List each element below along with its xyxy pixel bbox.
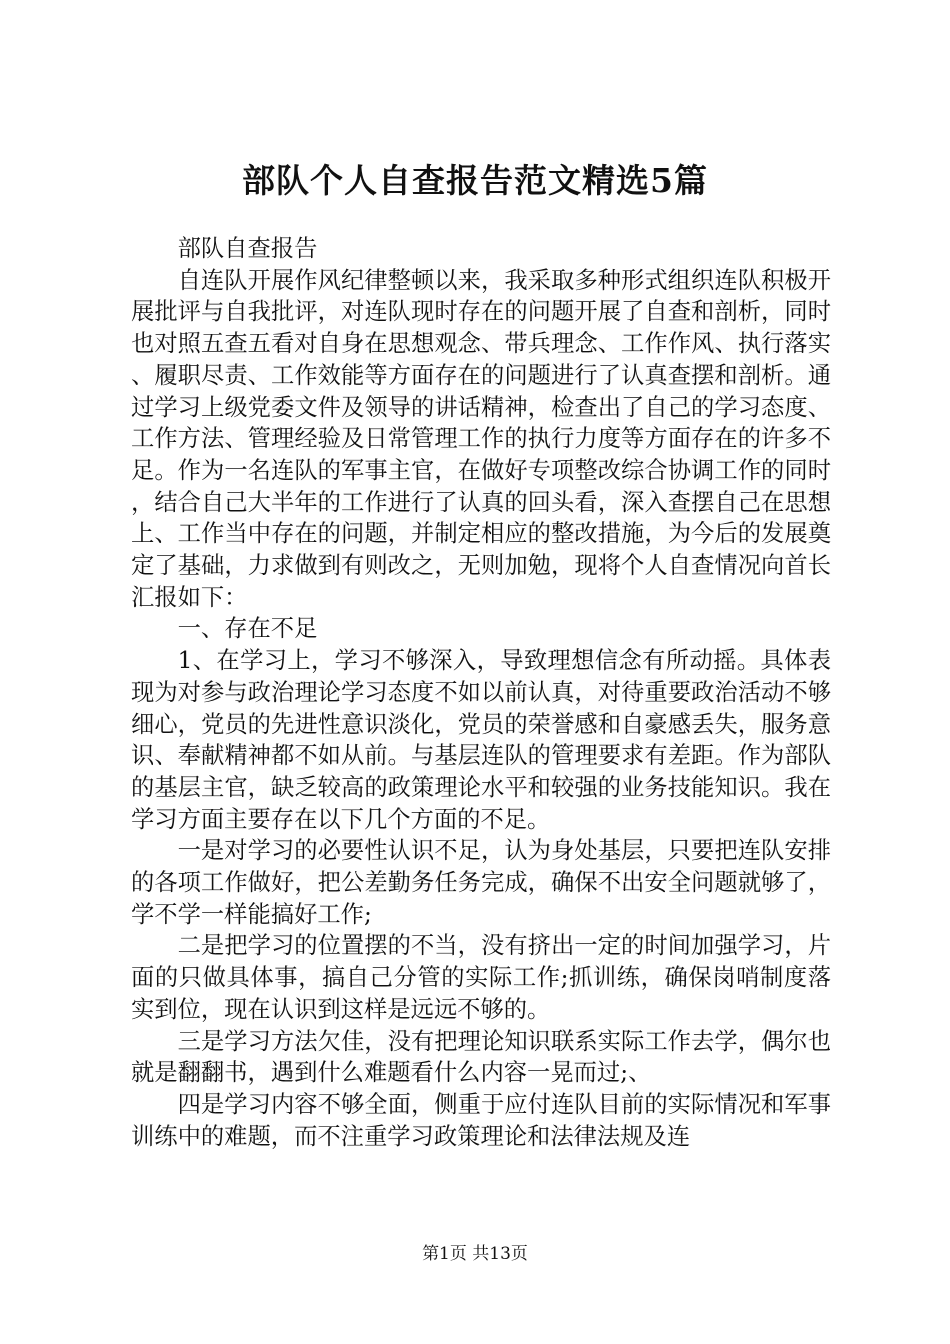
intro-paragraph: 自连队开展作风纪律整顿以来，我采取多种形式组织连队积极开展批评与自我批评，对连队现时存在的问题开展了自查和剖析，同时也对照五查五看对自身在思想观念、带兵理念、工作作风、执行落实、履职尽责、工作效能等方面存在的问题进行了认真查摆和剖析。通过学习上级党委文件及领导的讲话精神，检查出了自己的学习态度、工作方法、管理经验及日常管理工作的执行力度等方面存在的许多不足。作为一名连队的军事主官，在做好专项整改综合协调工作的同时，结合自己大半年的工作进行了认真的回头看，深入查摆自己在思想上、工作当中存在的问题，并制定相应的整改措施，为今后的发展奠定了基础，力求做到有则改之，无则加勉，现将个人自查情况向首长汇报如下： [131,266,831,611]
paragraph-point-3: 三是学习方法欠佳，没有把理论知识联系实际工作去学，偶尔也就是翻翻书，遇到什么难题看什么内容一晃而过;、 [131,1027,831,1087]
document-title: 部队个人自查报告范文精选5篇 [242,161,708,200]
paragraph-item-1: 1、在学习上，学习不够深入，导致理想信念有所动摇。具体表现为对参与政治理论学习态度不如以前认真，对待重要政治活动不够细心，党员的先进性意识淡化，党员的荣誉感和自豪感丢失，服务意识、奉献精神都不如从前。与基层连队的管理要求有差距。作为部队的基层主官，缺乏较高的政策理论水平和较强的业务技能知识。我在学习方面主要存在以下几个方面的不足。 [131,647,831,833]
page-number-footer: 第1页 共13页 [422,1244,528,1264]
paragraph-point-2: 二是把学习的位置摆的不当，没有挤出一定的时间加强学习，片面的只做具体事，搞自己分管的实际工作;抓训练，确保岗哨制度落实到位，现在认识到这样是远远不够的。 [131,932,831,1023]
subsection-heading: 一、存在不足 [177,615,318,643]
paragraph-point-4: 四是学习内容不够全面，侧重于应付连队目前的实际情况和军事训练中的难题，而不注重学习政策理论和法律法规及连 [131,1090,831,1150]
section-heading: 部队自查报告 [177,235,318,262]
paragraph-point-1: 一是对学习的必要性认识不足，认为身处基层，只要把连队安排的各项工作做好，把公差勤务任务完成，确保不出安全问题就够了，学不学一样能搞好工作; [131,837,831,928]
document-body [131,233,831,1152]
